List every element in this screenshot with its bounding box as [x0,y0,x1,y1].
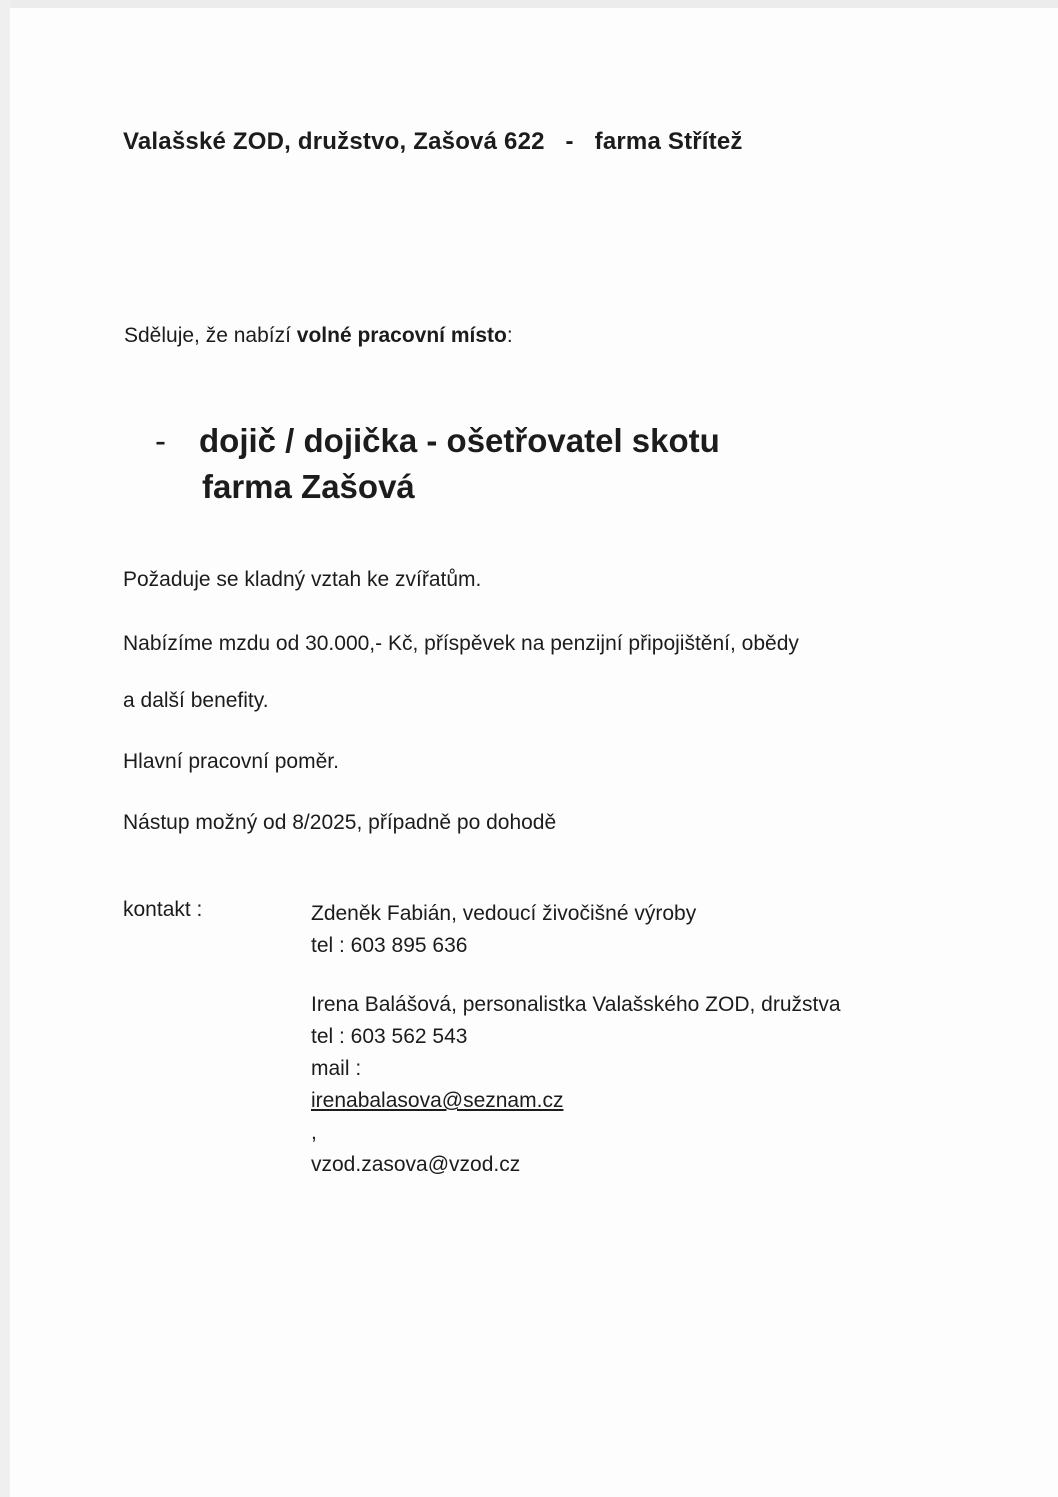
mail-label: mail : [311,1057,362,1080]
mail-secondary: vzod.zasova@vzod.cz [311,1153,521,1176]
company-header [123,128,743,156]
scan-edge-left [0,0,10,1497]
mail-separator: , [311,1121,317,1144]
intro-line [124,324,513,348]
farm-name: farma Střítež [594,128,743,155]
position-title: dojič / dojička - ošetřovatel skotu [199,422,720,459]
start-line: Nástup možný od 8/2025, případně po dohodě [123,811,557,834]
company-name: Valašské ZOD, družstvo, Zašová 622 [123,128,545,155]
contact-person-1 [311,898,696,962]
position-dash: - [155,422,166,459]
position-location: farma Zašová [202,468,415,505]
contact-label: kontakt : [123,898,203,921]
contact-1-name: Zdeněk Fabián, vedoucí živočišné výroby [311,902,697,925]
contact-2-name: Irena Balášová, personalistka Valašského ZOD, družstva [311,993,841,1016]
intro-prefix: Sděluje, že nabízí [124,324,291,347]
requirement-line: Požaduje se kladný vztah ke zvířatům. [123,568,482,591]
employment-line: Hlavní pracovní poměr. [123,750,339,773]
contact-person-2 [311,989,841,1181]
intro-highlight: volné pracovní místo [296,324,507,347]
header-separator: - [565,128,574,155]
contact-1-tel: tel : 603 895 636 [311,934,468,957]
offer-line-1: Nabízíme mzdu od 30.000,- Kč, příspěvek na penzijní připojištění, obědy [123,632,799,655]
mail-link-primary[interactable]: irenabalasova@seznam.cz [311,1089,564,1112]
job-position [155,418,720,510]
scan-edge-top [0,0,1058,8]
intro-suffix: : [506,324,513,347]
contact-2-tel: tel : 603 562 543 [311,1025,468,1048]
offer-line-2: a další benefity. [123,689,269,712]
contact-2-mail [311,1053,841,1181]
